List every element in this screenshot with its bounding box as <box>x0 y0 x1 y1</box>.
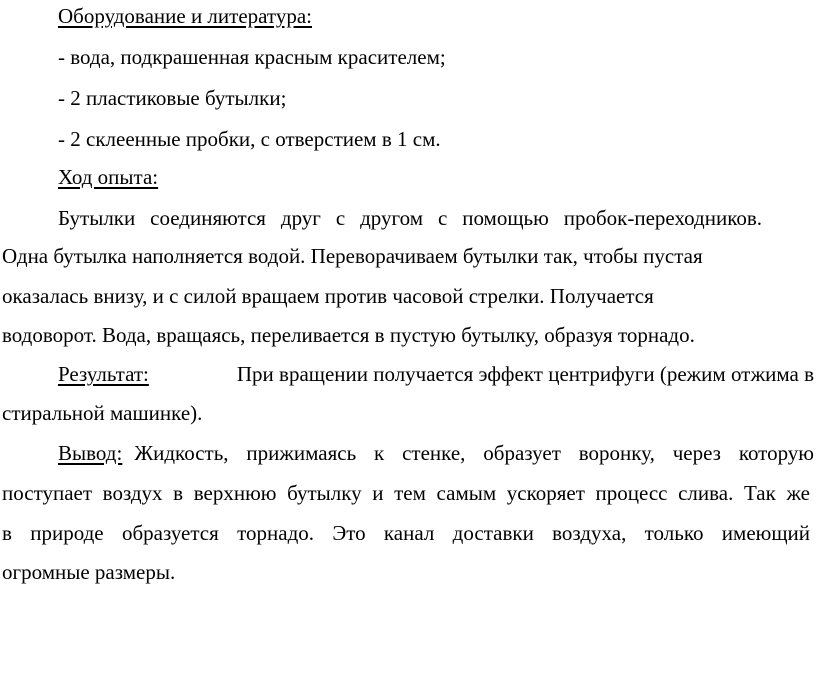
conclusion-line-1: Жидкость, прижимаясь к стенке, образует воронку, через которую <box>134 441 814 465</box>
equipment-heading-text: Оборудование и литература: <box>58 4 312 28</box>
result-line-2: стиральной машинке). <box>2 401 203 425</box>
conclusion-line-4: огромные размеры. <box>2 560 176 584</box>
equipment-item-2: - 2 пластиковые бутылки; <box>58 86 287 110</box>
result-paragraph <box>58 361 814 387</box>
equipment-item-1: - вода, подкрашенная красным красителем; <box>58 45 446 69</box>
procedure-line-2: Одна бутылка наполняется водой. Переворачиваем бутылки так, чтобы пустая <box>2 244 703 268</box>
conclusion-paragraph <box>58 440 814 466</box>
procedure-heading-text: Ход опыта: <box>58 165 159 189</box>
procedure-line-1: Бутылки соединяются друг с другом с помощью пробок-переходников. <box>58 206 762 230</box>
procedure-line-3: оказалась внизу, и с силой вращаем против часовой стрелки. Получается <box>2 284 654 308</box>
procedure-line-4: водоворот. Вода, вращаясь, переливается в пустую бутылку, образуя торнадо. <box>2 323 695 347</box>
result-label: Результат: <box>58 362 149 386</box>
procedure-heading <box>58 164 158 190</box>
equipment-heading <box>58 3 312 29</box>
conclusion-line-2: поступает воздух в верхнюю бутылку и тем самым ускоряет процесс слива. Так же <box>2 481 810 505</box>
equipment-item-3: - 2 склеенные пробки, с отверстием в 1 см. <box>58 127 441 151</box>
conclusion-label: Вывод: <box>58 441 123 465</box>
conclusion-line-3: в природе образуется торнадо. Это канал доставки воздуха, только имеющий <box>2 521 810 545</box>
result-line-1: При вращении получается эффект центрифуги (режим отжима в <box>236 362 814 386</box>
